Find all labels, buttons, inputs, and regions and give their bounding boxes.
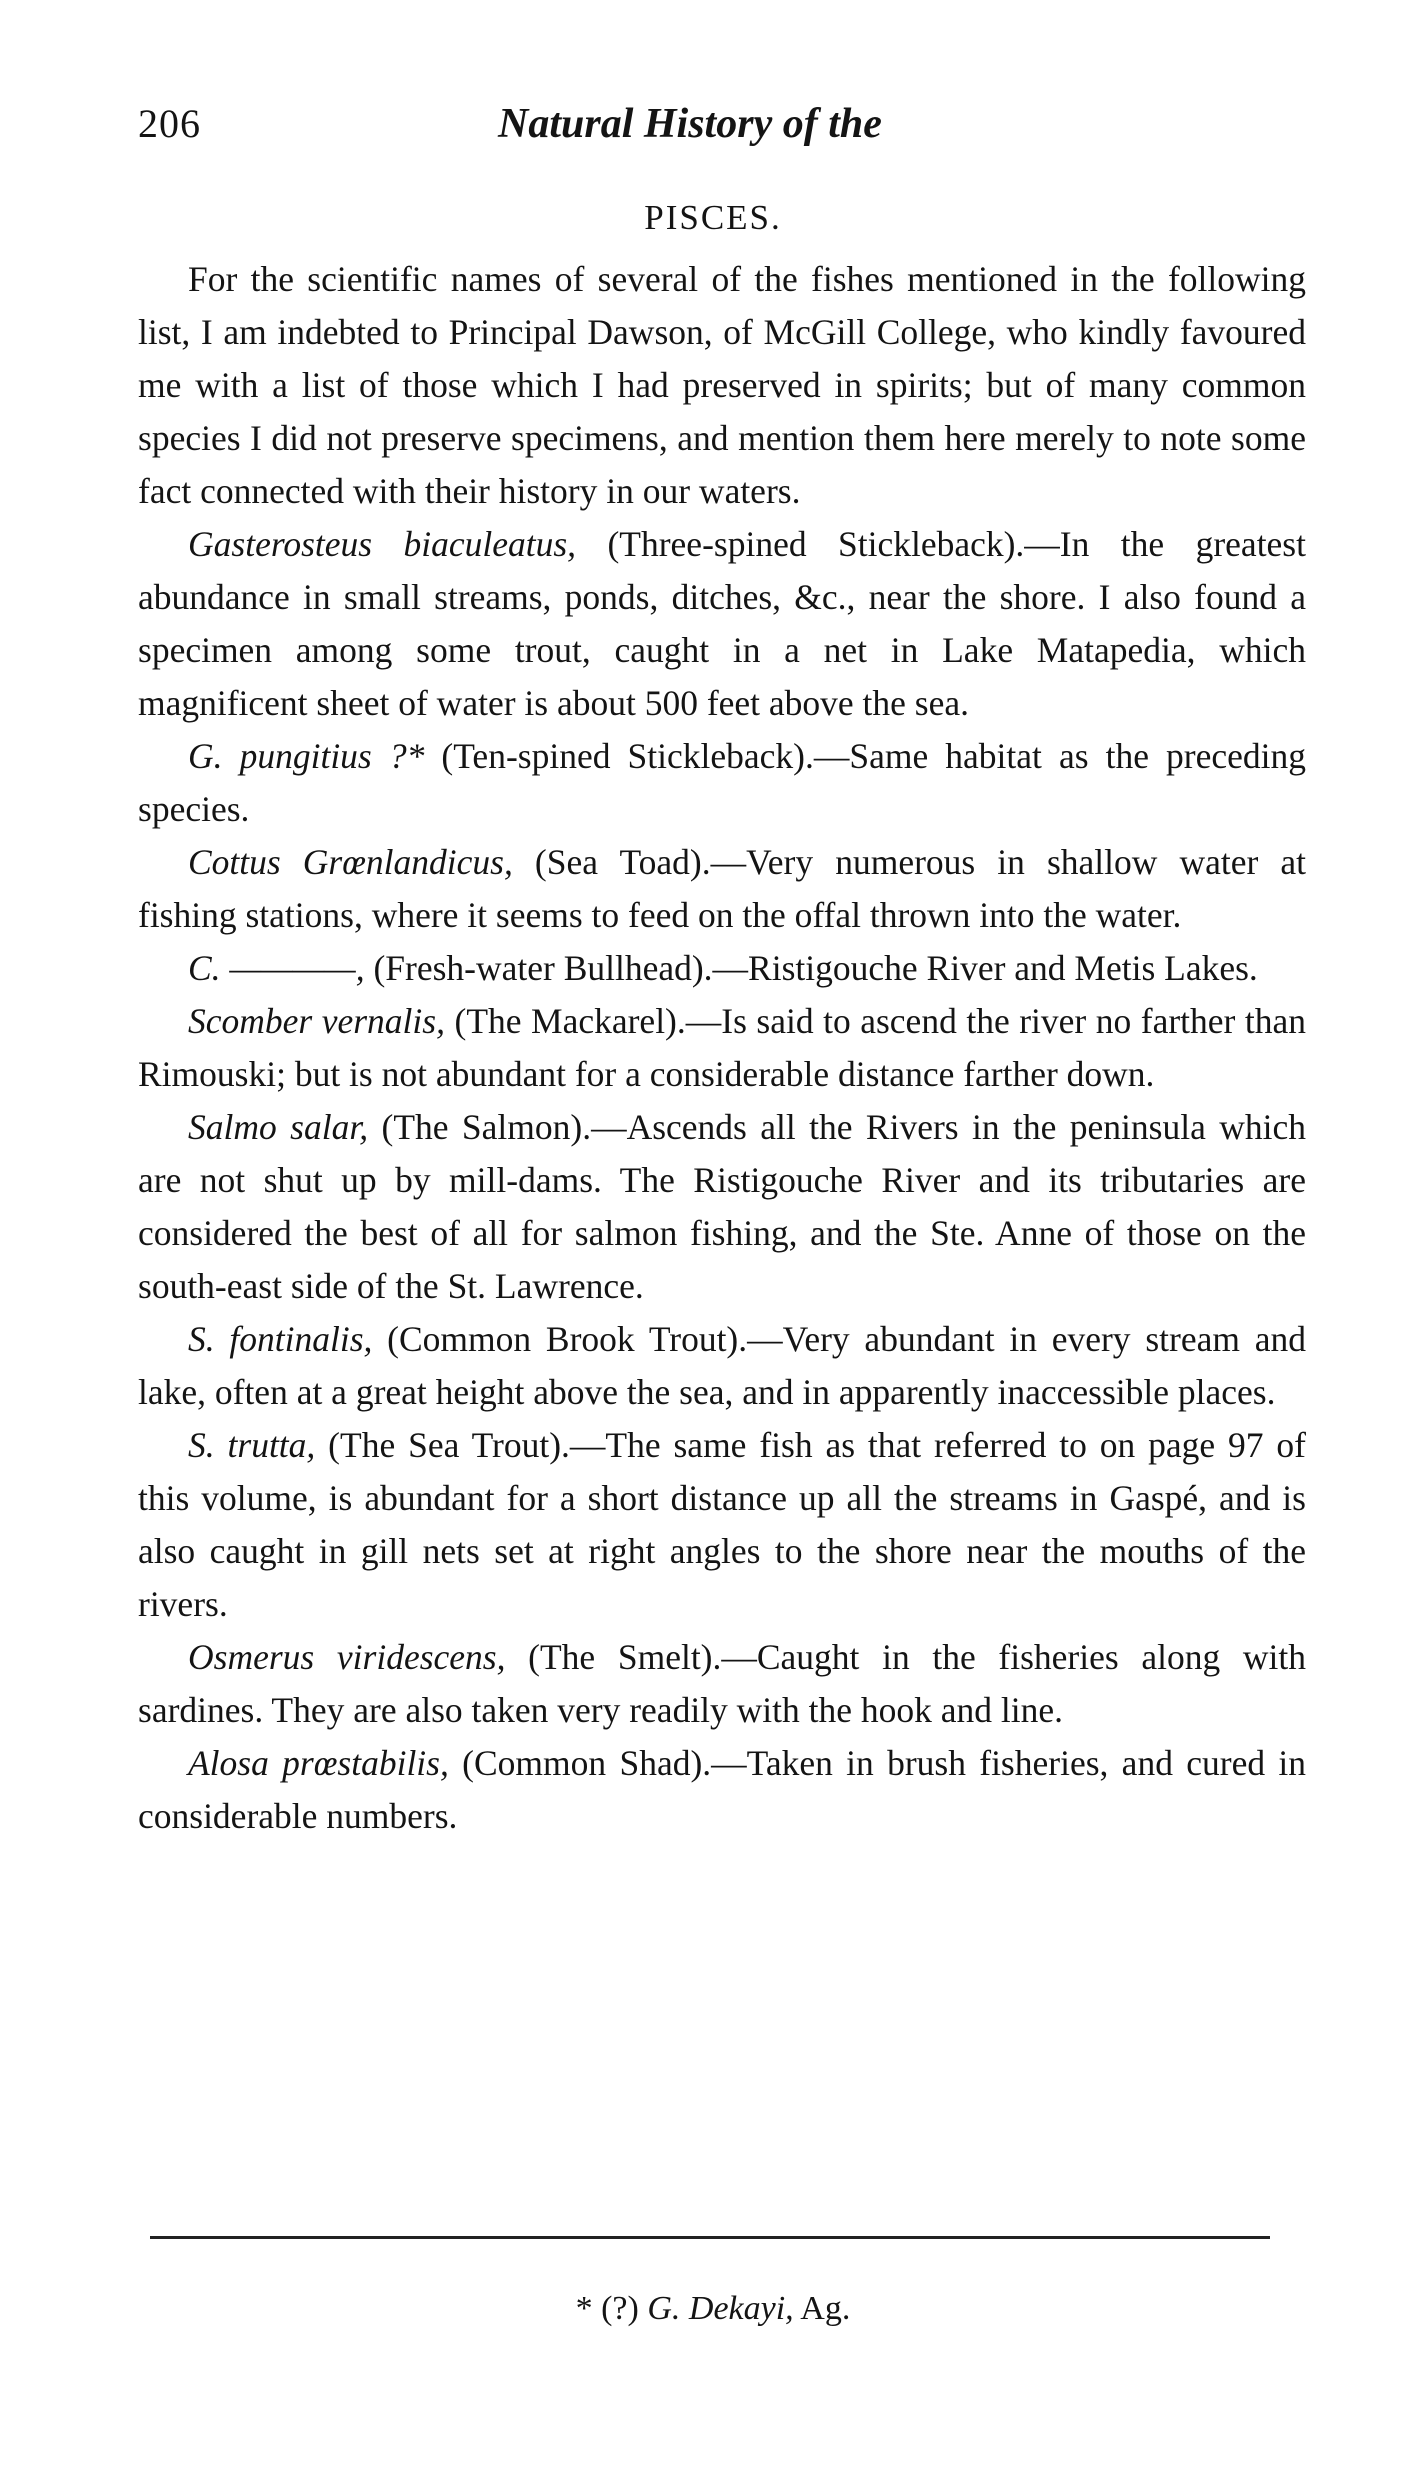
species-name: S. fontinalis, (188, 1319, 373, 1359)
paragraph-text: (The Smelt).—Caught in the fisheries along with sardines. They are also taken very readily with the hook and line. (138, 1637, 1306, 1730)
paragraph-text: For the scientific names of several of the fishes mentioned in the following list, I am indebted to Principal Dawson, of McGill College, who kindly favoured me with a list of those which I had preserved in spirits; but of many common species I did not preserve specimens, and mention them here merely to note some fact connected with their history in our waters. (138, 259, 1306, 511)
species-name: Alosa prœstabilis, (188, 1743, 449, 1783)
paragraph-species (138, 1101, 1306, 1313)
paragraph-species (138, 518, 1306, 730)
species-name: Gasterosteus biaculeatus, (188, 524, 577, 564)
section-heading: PISCES. (644, 198, 782, 237)
page-number: 206 (138, 101, 201, 146)
footnote-marker: * (?) (575, 2290, 639, 2327)
running-title: Natural History of the (498, 101, 882, 147)
paragraph-species (138, 1419, 1306, 1631)
paragraph-species (138, 836, 1306, 942)
paragraph-species (138, 1313, 1306, 1419)
paragraph-text: (Common Shad).—Taken in brush fisheries, and cured in considerable numbers. (138, 1743, 1306, 1836)
footnote-authority: Ag. (793, 2290, 851, 2327)
paragraph-text: (The Mackarel).—Is said to ascend the river no farther than Rimouski; but is not abundant for a considerable distance farther down. (138, 1001, 1306, 1094)
paragraph-species (138, 995, 1306, 1101)
paragraph-text: (Fresh-water Bullhead).—Ristigouche River and Metis Lakes. (364, 948, 1258, 988)
paragraph-species (138, 730, 1306, 836)
species-name: Scomber vernalis, (188, 1001, 445, 1041)
species-name: Salmo salar, (188, 1107, 369, 1147)
paragraph-text: (Sea Toad).—Very numerous in shallow water at fishing stations, where it seems to feed on the offal thrown into the water. (138, 842, 1307, 935)
species-name: C. ————, (188, 948, 365, 988)
paragraph-text: (Ten-spined Stickleback).—Same habitat as the preceding species. (138, 736, 1306, 829)
paragraph-species (138, 1737, 1306, 1843)
paragraph-species (138, 942, 1306, 995)
species-name: S. trutta, (188, 1425, 316, 1465)
paragraph-intro (138, 253, 1306, 518)
paragraph-species (138, 1631, 1306, 1737)
paragraph-text: (The Sea Trout).—The same fish as that referred to on page 97 of this volume, is abundant for a short distance up all the streams in Gaspé, and is also caught in gill nets set at right angles to the shore near the mouths of the rivers. (138, 1425, 1306, 1624)
paragraph-text: (Common Brook Trout).—Very abundant in every stream and lake, often at a great height above the sea, and in apparently inaccessible places. (138, 1319, 1306, 1412)
species-name: Osmerus viridescens, (188, 1637, 506, 1677)
body-text (138, 253, 1306, 1843)
paragraph-text: (The Salmon).—Ascends all the Rivers in the peninsula which are not shut up by mill-dams. The Ristigouche River and its tributaries are considered the best of all for salmon fishing, and the Ste. Anne of those on the south-east side of the St. Lawrence. (138, 1107, 1306, 1306)
footnote-divider (150, 2236, 1270, 2239)
paragraph-text: (Three-spined Stickleback).—In the greatest abundance in small streams, ponds, ditches, &c., near the shore. I also found a specimen among some trout, caught in a net in Lake Matapedia, which magnificent sheet of water is about 500 feet above the sea. (138, 524, 1306, 723)
species-name: G. pungitius ?* (188, 736, 425, 776)
footnote-species: G. Dekayi, (647, 2290, 794, 2327)
footnote (0, 2290, 1426, 2328)
species-name: Cottus Grœnlandicus, (188, 842, 513, 882)
running-head (138, 100, 1303, 170)
